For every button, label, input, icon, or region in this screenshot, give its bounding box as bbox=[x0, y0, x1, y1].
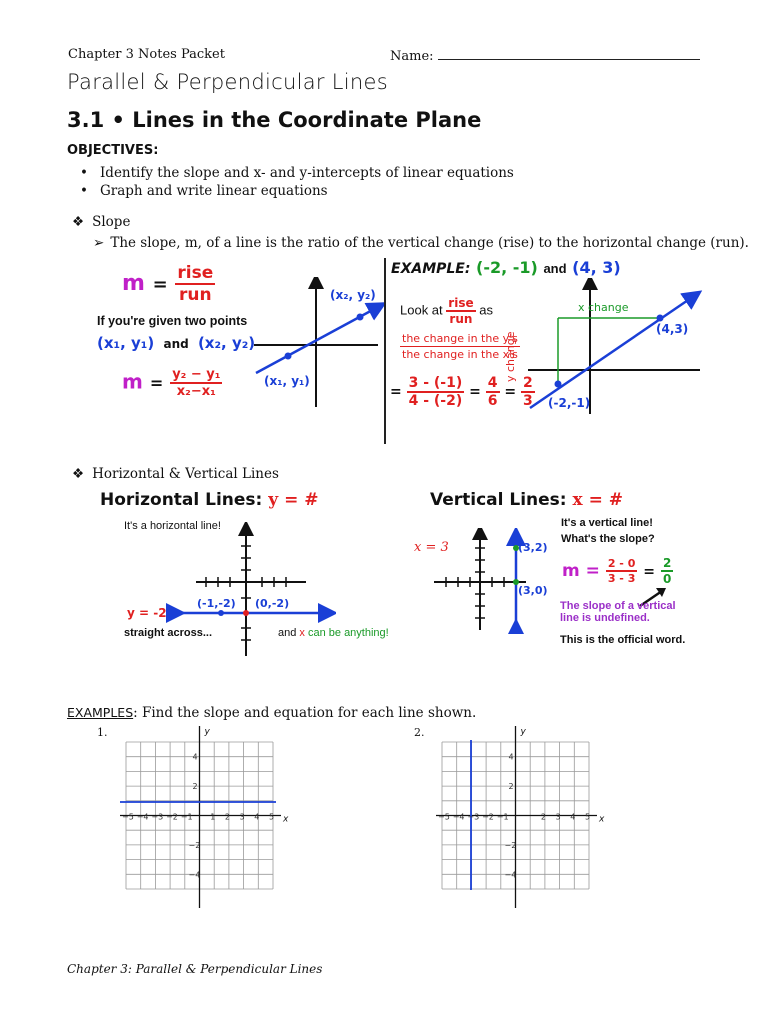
v-official: This is the official word. bbox=[560, 634, 686, 646]
tick-labels bbox=[122, 727, 289, 879]
examples-label: EXAMPLES bbox=[67, 705, 134, 720]
v-undefined-2: line is undefined. bbox=[560, 612, 650, 624]
objective-text: Graph and write linear equations bbox=[99, 183, 328, 199]
change-fraction bbox=[400, 331, 520, 362]
v-slope-calc: m = $\frac{2 - 0}{3 - 3}$ = $\frac{2}{0}$ bbox=[562, 556, 672, 586]
two-points-note: If you're given two points bbox=[97, 314, 248, 328]
point-marker bbox=[285, 353, 292, 360]
x-variable: x bbox=[299, 627, 305, 639]
x-tick-label: 4 bbox=[570, 812, 576, 822]
section-title: 3.1 • Lines in the Coordinate Plane bbox=[67, 108, 482, 132]
anything-text: can be anything! bbox=[307, 627, 389, 639]
y-tick-label: −2 bbox=[188, 840, 201, 850]
y-tick-label: 4 bbox=[192, 752, 198, 762]
v-note-1: It's a vertical line! bbox=[561, 517, 653, 529]
mid-denominator: 6 bbox=[487, 393, 498, 409]
x-tick-label: 3 bbox=[555, 812, 561, 822]
vertical-title-text: Vertical Lines: bbox=[430, 490, 567, 510]
y-tick-label: 2 bbox=[192, 782, 198, 792]
x-change-label: x change bbox=[578, 301, 629, 314]
header-left: Chapter 3 Notes Packet bbox=[68, 47, 225, 62]
formula-denominator: x₂−x₁ bbox=[176, 384, 216, 399]
example-point-a: (4,3) bbox=[656, 322, 689, 336]
example-point-1: (-2, -1) bbox=[476, 258, 538, 277]
v-point-1: (3,2) bbox=[518, 541, 548, 554]
two-points bbox=[97, 334, 255, 352]
h-point-1: (-1,-2) bbox=[197, 597, 236, 610]
y-axis-label: y bbox=[204, 727, 210, 737]
name-blank[interactable] bbox=[438, 47, 700, 60]
result-denominator: 3 bbox=[522, 393, 533, 409]
x-tick-label: −1 bbox=[496, 812, 509, 822]
h-line-equation: y = -2 bbox=[127, 606, 167, 620]
v-point-2: (3,0) bbox=[518, 584, 548, 597]
arrow-bullet-icon: ➢ bbox=[93, 235, 105, 251]
x-tick-label: −5 bbox=[438, 812, 450, 822]
horizontal-note: It's a horizontal line! bbox=[124, 520, 221, 532]
y-change-label: y change bbox=[504, 331, 517, 382]
look-at-text: Look at bbox=[400, 302, 443, 318]
x-tick-label: 3 bbox=[239, 812, 245, 822]
examples-instruction: : Find the slope and equation for each line shown. bbox=[133, 705, 477, 721]
y-tick-label: 2 bbox=[508, 782, 514, 792]
slope-heading-text: Slope bbox=[92, 214, 131, 230]
y-axis-label: y bbox=[520, 727, 526, 737]
example-label: EXAMPLE: bbox=[391, 261, 471, 277]
look-at bbox=[400, 296, 493, 326]
equals: = bbox=[152, 274, 168, 295]
y-tick-label: −4 bbox=[188, 870, 201, 880]
rise-label: rise bbox=[177, 263, 214, 283]
vertical-equation: x = # bbox=[572, 490, 623, 510]
example-header bbox=[391, 258, 621, 277]
point-marker bbox=[555, 381, 562, 388]
name-label: Name: bbox=[390, 49, 434, 64]
m-symbol: m bbox=[122, 369, 143, 394]
horizontal-equation: y = # bbox=[268, 490, 319, 510]
diamond-bullet-icon: ❖ bbox=[72, 466, 85, 482]
run-label: run bbox=[179, 285, 212, 305]
x-axis-label: x bbox=[599, 814, 605, 825]
x-tick-label: −4 bbox=[136, 812, 149, 822]
example-number-1: 1. bbox=[97, 726, 108, 739]
y-tick-label: −4 bbox=[504, 870, 517, 880]
chapter-title: Parallel & Perpendicular Lines bbox=[67, 70, 389, 94]
horizontal-title-text: Horizontal Lines: bbox=[100, 490, 263, 510]
result-numerator: 2 bbox=[522, 375, 533, 391]
divider bbox=[384, 258, 386, 444]
v-numerator-2: 2 bbox=[662, 556, 672, 570]
h-point-2: (0,-2) bbox=[255, 597, 290, 610]
calc-denominator: 4 - (-2) bbox=[408, 393, 463, 409]
x-tick-label: −3 bbox=[467, 812, 480, 822]
point-2: (x₂, y₂) bbox=[197, 334, 256, 352]
point-marker bbox=[357, 314, 364, 321]
x-tick-label: 4 bbox=[254, 812, 260, 822]
example-graph-2 bbox=[428, 724, 608, 910]
run-label: run bbox=[449, 312, 473, 326]
horizontal-graph bbox=[166, 522, 336, 662]
as-text: as bbox=[479, 302, 493, 318]
h-across-note: straight across... bbox=[124, 627, 213, 639]
example-point-2: (4, 3) bbox=[572, 258, 621, 277]
slope-formula bbox=[122, 263, 215, 305]
graph-point-2-label: (x₂, y₂) bbox=[330, 288, 376, 302]
x-tick-label: 5 bbox=[269, 812, 275, 822]
x-tick-label: −1 bbox=[180, 812, 193, 822]
rise-label: rise bbox=[448, 296, 474, 310]
m-symbol: m bbox=[122, 271, 145, 296]
footer: Chapter 3: Parallel & Perpendicular Lines bbox=[67, 962, 323, 976]
example-number-2: 2. bbox=[414, 726, 425, 739]
y-tick-label: 4 bbox=[508, 752, 514, 762]
y-tick-label: −2 bbox=[504, 840, 517, 850]
x-tick-label: 2 bbox=[540, 812, 546, 822]
x-tick-label: −5 bbox=[122, 812, 134, 822]
slope-definition-text: The slope, m, of a line is the ratio of the vertical change (rise) to the horizontal change (run). bbox=[110, 235, 749, 251]
x-tick-label: 5 bbox=[585, 812, 591, 822]
objective-item: • Graph and write linear equations bbox=[80, 183, 328, 199]
x-tick-label: −3 bbox=[151, 812, 164, 822]
slope-formula-points bbox=[122, 367, 222, 399]
diamond-bullet-icon: ❖ bbox=[72, 214, 85, 230]
slope-calculation: = $\frac{3 - (-1)}{4 - (-2)}$ = $\frac{4}{6}$ = $\frac{2}{3}$ bbox=[390, 375, 533, 409]
slope-heading bbox=[72, 214, 130, 230]
x-tick-label: −2 bbox=[482, 812, 494, 822]
point-marker bbox=[218, 610, 224, 616]
tick-labels bbox=[438, 727, 605, 879]
objective-text: Identify the slope and x- and y-intercepts of linear equations bbox=[99, 165, 514, 181]
calc-numerator: 3 - (-1) bbox=[408, 375, 463, 391]
equals: = bbox=[149, 373, 164, 393]
hv-heading bbox=[72, 466, 279, 482]
m-symbol: m = bbox=[562, 561, 600, 581]
change-y: the change in the y's bbox=[402, 332, 518, 345]
name-field bbox=[390, 47, 700, 64]
x-tick-label: −4 bbox=[452, 812, 465, 822]
point-marker bbox=[657, 315, 664, 322]
v-line-equation: x = 3 bbox=[414, 540, 449, 555]
and-word: and bbox=[278, 627, 297, 639]
horizontal-title bbox=[100, 490, 318, 510]
and-word: and bbox=[163, 337, 189, 351]
x-tick-label: −2 bbox=[166, 812, 178, 822]
point-1: (x₁, y₁) bbox=[97, 334, 155, 352]
v-undefined-1: The slope of a vertical bbox=[560, 600, 676, 612]
change-x: the change in the x's bbox=[402, 348, 518, 361]
mid-numerator: 4 bbox=[487, 375, 498, 391]
graph-point-1-label: (x₁, y₁) bbox=[264, 374, 310, 388]
x-axis-label: x bbox=[283, 814, 289, 825]
x-tick-label: 2 bbox=[224, 812, 230, 822]
objective-item: • Identify the slope and x- and y-intercepts of linear equations bbox=[80, 165, 514, 181]
vertical-title bbox=[430, 490, 623, 510]
v-note-2: What's the slope? bbox=[561, 533, 655, 545]
slope-definition bbox=[93, 235, 749, 251]
v-numerator-1: 2 - 0 bbox=[607, 557, 636, 570]
v-denominator-1: 3 - 3 bbox=[607, 572, 636, 585]
hv-heading-text: Horizontal & Vertical Lines bbox=[92, 466, 279, 482]
x-tick-label: 1 bbox=[210, 812, 216, 822]
example-graph-1 bbox=[112, 724, 292, 910]
formula-numerator: y₂ − y₁ bbox=[172, 367, 221, 382]
objectives-heading: OBJECTIVES: bbox=[67, 143, 159, 158]
and-word: and bbox=[543, 261, 567, 276]
examples-heading bbox=[67, 705, 476, 721]
example-point-b: (-2,-1) bbox=[548, 396, 591, 410]
point-marker bbox=[243, 610, 249, 616]
v-denominator-2: 0 bbox=[662, 572, 672, 586]
h-anything-note bbox=[278, 627, 389, 639]
